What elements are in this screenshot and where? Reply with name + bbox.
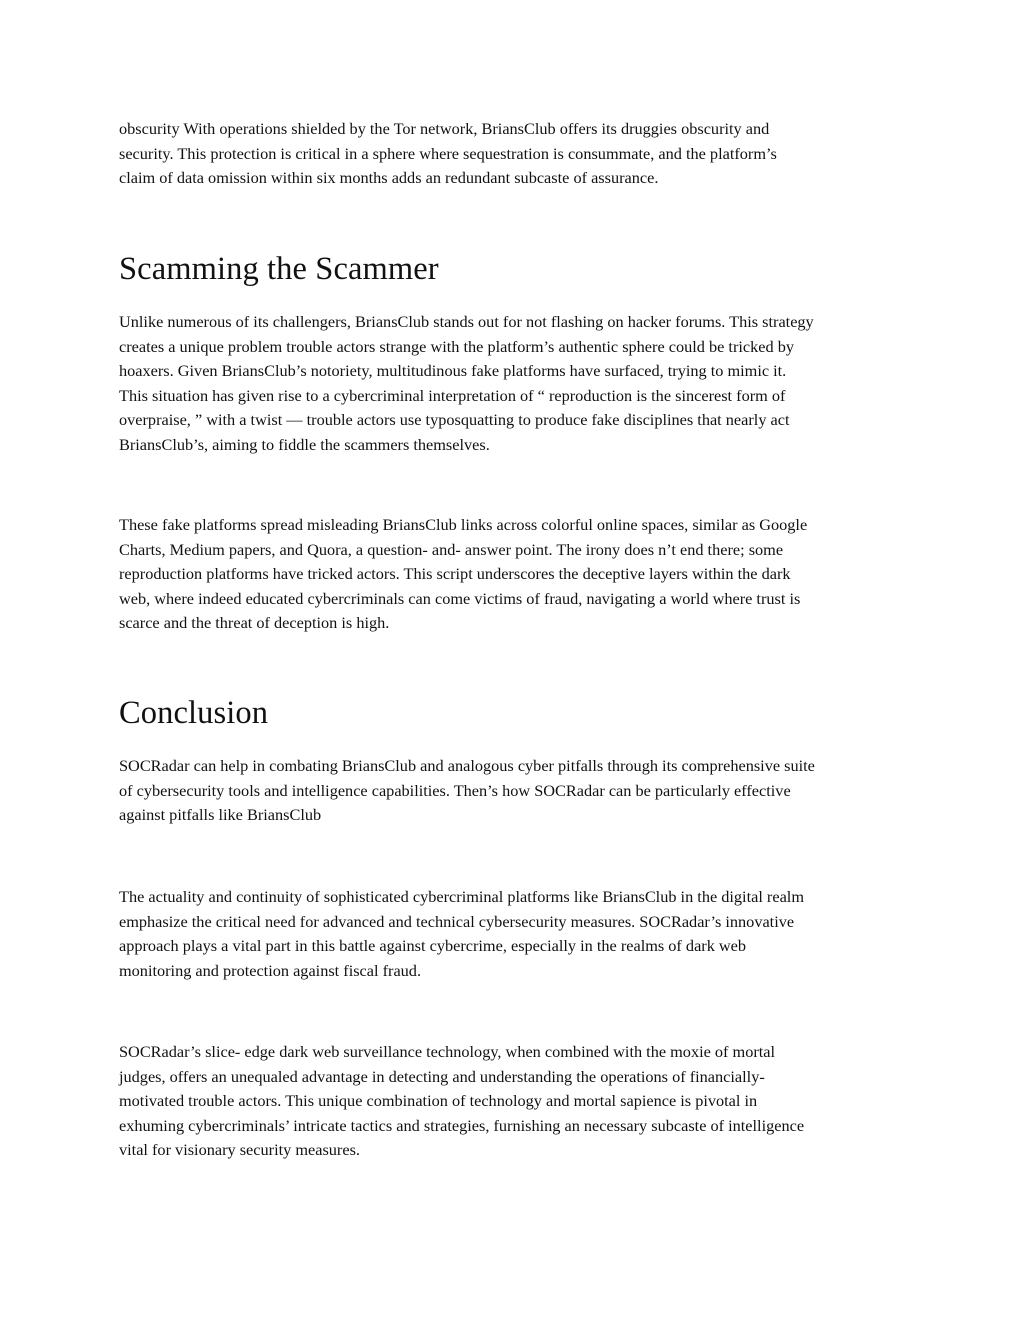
text-line: motivated trouble actors. This unique combination of technology and mortal sapience is pivotal in: [119, 1091, 758, 1110]
paragraph-scam-2: [119, 513, 919, 636]
section-heading-scamming: Scamming the Scammer: [119, 251, 439, 287]
paragraph-scam-1: [119, 310, 919, 457]
text-line: SOCRadar can help in combating BriansClub and analogous cyber pitfalls through its comprehensive suite: [119, 756, 815, 775]
text-line: reproduction platforms have tricked actors. This script underscores the deceptive layers within the dark: [119, 564, 791, 583]
text-line: SOCRadar’s slice- edge dark web surveillance technology, when combined with the moxie of mortal: [119, 1042, 776, 1061]
paragraph-conclusion-1: [119, 754, 919, 828]
text-line: obscurity With operations shielded by the Tor network, BriansClub offers its druggies obscurity and: [119, 119, 770, 138]
paragraph-conclusion-2: [119, 885, 919, 983]
text-line: security. This protection is critical in a sphere where sequestration is consummate, and the platform’s: [119, 143, 777, 163]
text-line: monitoring and protection against fiscal fraud.: [119, 960, 422, 980]
text-line: These fake platforms spread misleading BriansClub links across colorful online spaces, similar as Google: [119, 515, 808, 534]
text-line: approach plays a vital part in this battle against cybercrime, especially in the realms of dark web: [119, 936, 747, 955]
text-line: BriansClub’s, aiming to fiddle the scammers themselves.: [119, 434, 490, 454]
text-line: judges, offers an unequaled advantage in detecting and understanding the operations of financially-: [119, 1066, 765, 1086]
text-line: against pitfalls like BriansClub: [119, 805, 322, 824]
text-line: scarce and the threat of deception is high.: [119, 613, 390, 632]
text-line: hoaxers. Given BriansClub’s notoriety, multitudinous fake platforms have surfaced, trying to mimic it.: [119, 361, 787, 380]
text-line: exhuming cybercriminals’ intricate tactics and strategies, furnishing an necessary subcaste of intelligence: [119, 1115, 805, 1135]
text-line: overpraise, ” with a twist — trouble actors use typosquatting to produce fake disciplines that nearly act: [119, 410, 790, 429]
text-line: web, where indeed educated cybercriminals can come victims of fraud, navigating a world where trust is: [119, 588, 801, 608]
paragraph-intro: [119, 117, 919, 191]
text-line: emphasize the critical need for advanced and technical cybersecurity measures. SOCRadar’s innovative: [119, 911, 795, 931]
section-heading-conclusion: Conclusion: [119, 695, 269, 731]
text-line: of cybersecurity tools and intelligence capabilities. Then’s how SOCRadar can be particularly effective: [119, 780, 791, 800]
text-line: Charts, Medium papers, and Quora, a question- and- answer point. The irony does n’t end there; some: [119, 539, 784, 559]
text-line: vital for visionary security measures.: [119, 1140, 360, 1159]
text-line: claim of data omission within six months adds an redundant subcaste of assurance.: [119, 168, 659, 187]
text-line: Unlike numerous of its challengers, BriansClub stands out for not flashing on hacker forums. This strategy: [119, 312, 814, 331]
text-line: The actuality and continuity of sophisticated cybercriminal platforms like BriansClub in the digital realm: [119, 887, 804, 906]
paragraph-conclusion-3: [119, 1040, 919, 1163]
text-line: This situation has given rise to a cybercriminal interpretation of “ reproduction is the sincerest form of: [119, 385, 786, 405]
text-line: creates a unique problem trouble actors strange with the platform’s authentic sphere could be tricked by: [119, 336, 794, 356]
